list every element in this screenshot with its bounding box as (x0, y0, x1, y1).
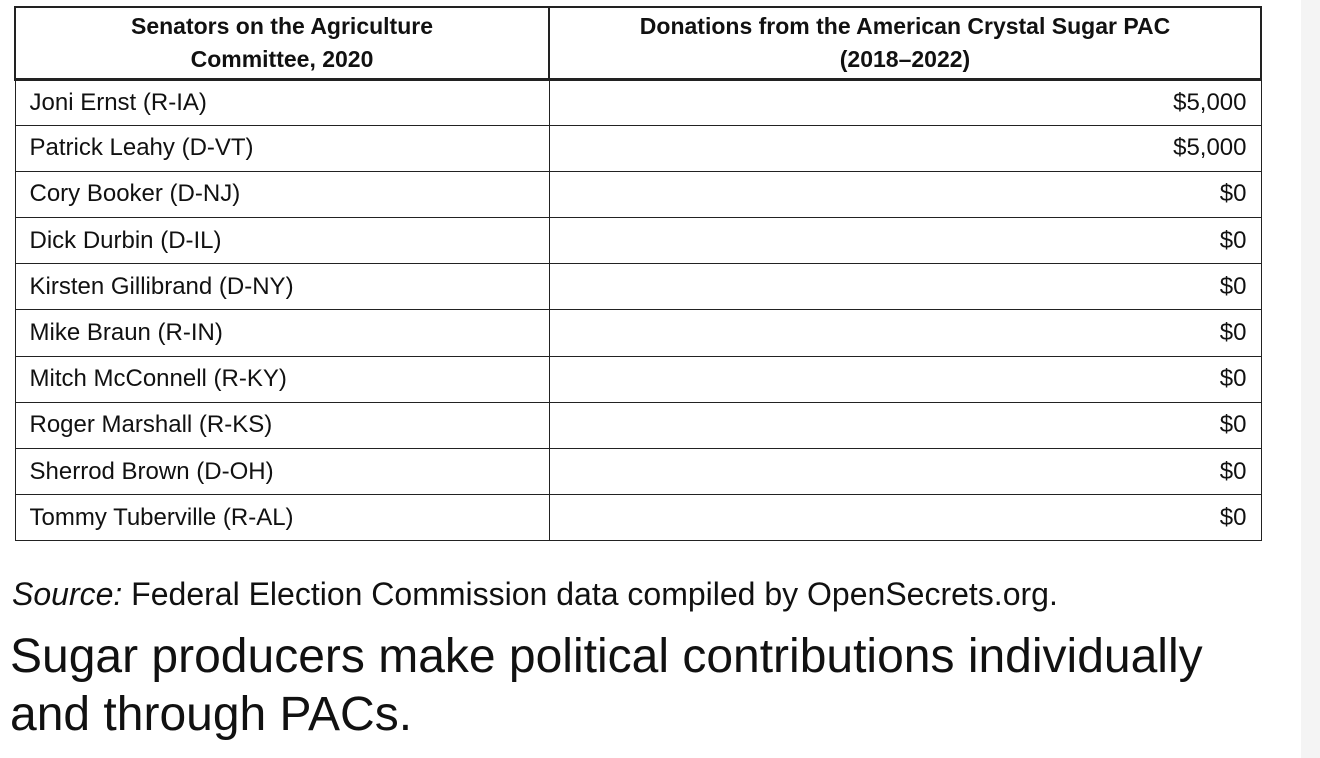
senator-cell: Patrick Leahy (D-VT) (15, 125, 549, 171)
caption-text: Sugar producers make political contributions individually and through PACs. (10, 630, 1203, 741)
donation-amount-cell: $0 (549, 356, 1261, 402)
senator-cell: Mitch McConnell (R-KY) (15, 356, 549, 402)
table-row (15, 449, 1261, 495)
senators-header-line1: Senators on the Agriculture (130, 12, 434, 39)
senator-cell: Joni Ernst (R-IA) (15, 79, 549, 125)
donation-amount-cell: $0 (549, 218, 1261, 264)
senator-cell: Kirsten Gillibrand (D-NY) (15, 264, 549, 310)
donation-amount-cell: $0 (549, 310, 1261, 356)
table-row (15, 310, 1261, 356)
senator-cell: Cory Booker (D-NJ) (15, 171, 549, 217)
donation-amount-cell: $0 (549, 264, 1261, 310)
table-row (15, 356, 1261, 402)
donation-amount-cell: $0 (549, 171, 1261, 217)
donations-header-line2: (2018–2022) (839, 45, 971, 72)
donation-amount-cell: $0 (549, 449, 1261, 495)
senators-header-line2: Committee, 2020 (190, 45, 374, 72)
senator-cell: Mike Braun (R-IN) (15, 310, 549, 356)
table-row (15, 495, 1261, 541)
donation-amount-cell: $0 (549, 402, 1261, 448)
senator-cell: Sherrod Brown (D-OH) (15, 449, 549, 495)
donation-amount-cell: $0 (549, 495, 1261, 541)
source-note (12, 574, 1058, 614)
table-row (15, 218, 1261, 264)
donation-amount-cell: $5,000 (549, 79, 1261, 125)
senator-cell: Tommy Tuberville (R-AL) (15, 495, 549, 541)
donation-amount-cell: $5,000 (549, 125, 1261, 171)
donations-header-line1: Donations from the American Crystal Sugar PAC (639, 12, 1171, 39)
source-text: Federal Election Commission data compiled by OpenSecrets.org. (122, 576, 1058, 612)
table-row (15, 79, 1261, 125)
senator-cell: Roger Marshall (R-KS) (15, 402, 549, 448)
table-row (15, 264, 1261, 310)
donations-table (14, 6, 1262, 541)
donations-column-header (549, 7, 1261, 79)
table-row (15, 125, 1261, 171)
table-row (15, 402, 1261, 448)
senator-cell: Dick Durbin (D-IL) (15, 218, 549, 264)
table-header-row (15, 7, 1261, 79)
table-row (15, 171, 1261, 217)
senators-column-header (15, 7, 549, 79)
page-right-edge (1301, 0, 1320, 758)
source-label: Source: (12, 576, 123, 612)
